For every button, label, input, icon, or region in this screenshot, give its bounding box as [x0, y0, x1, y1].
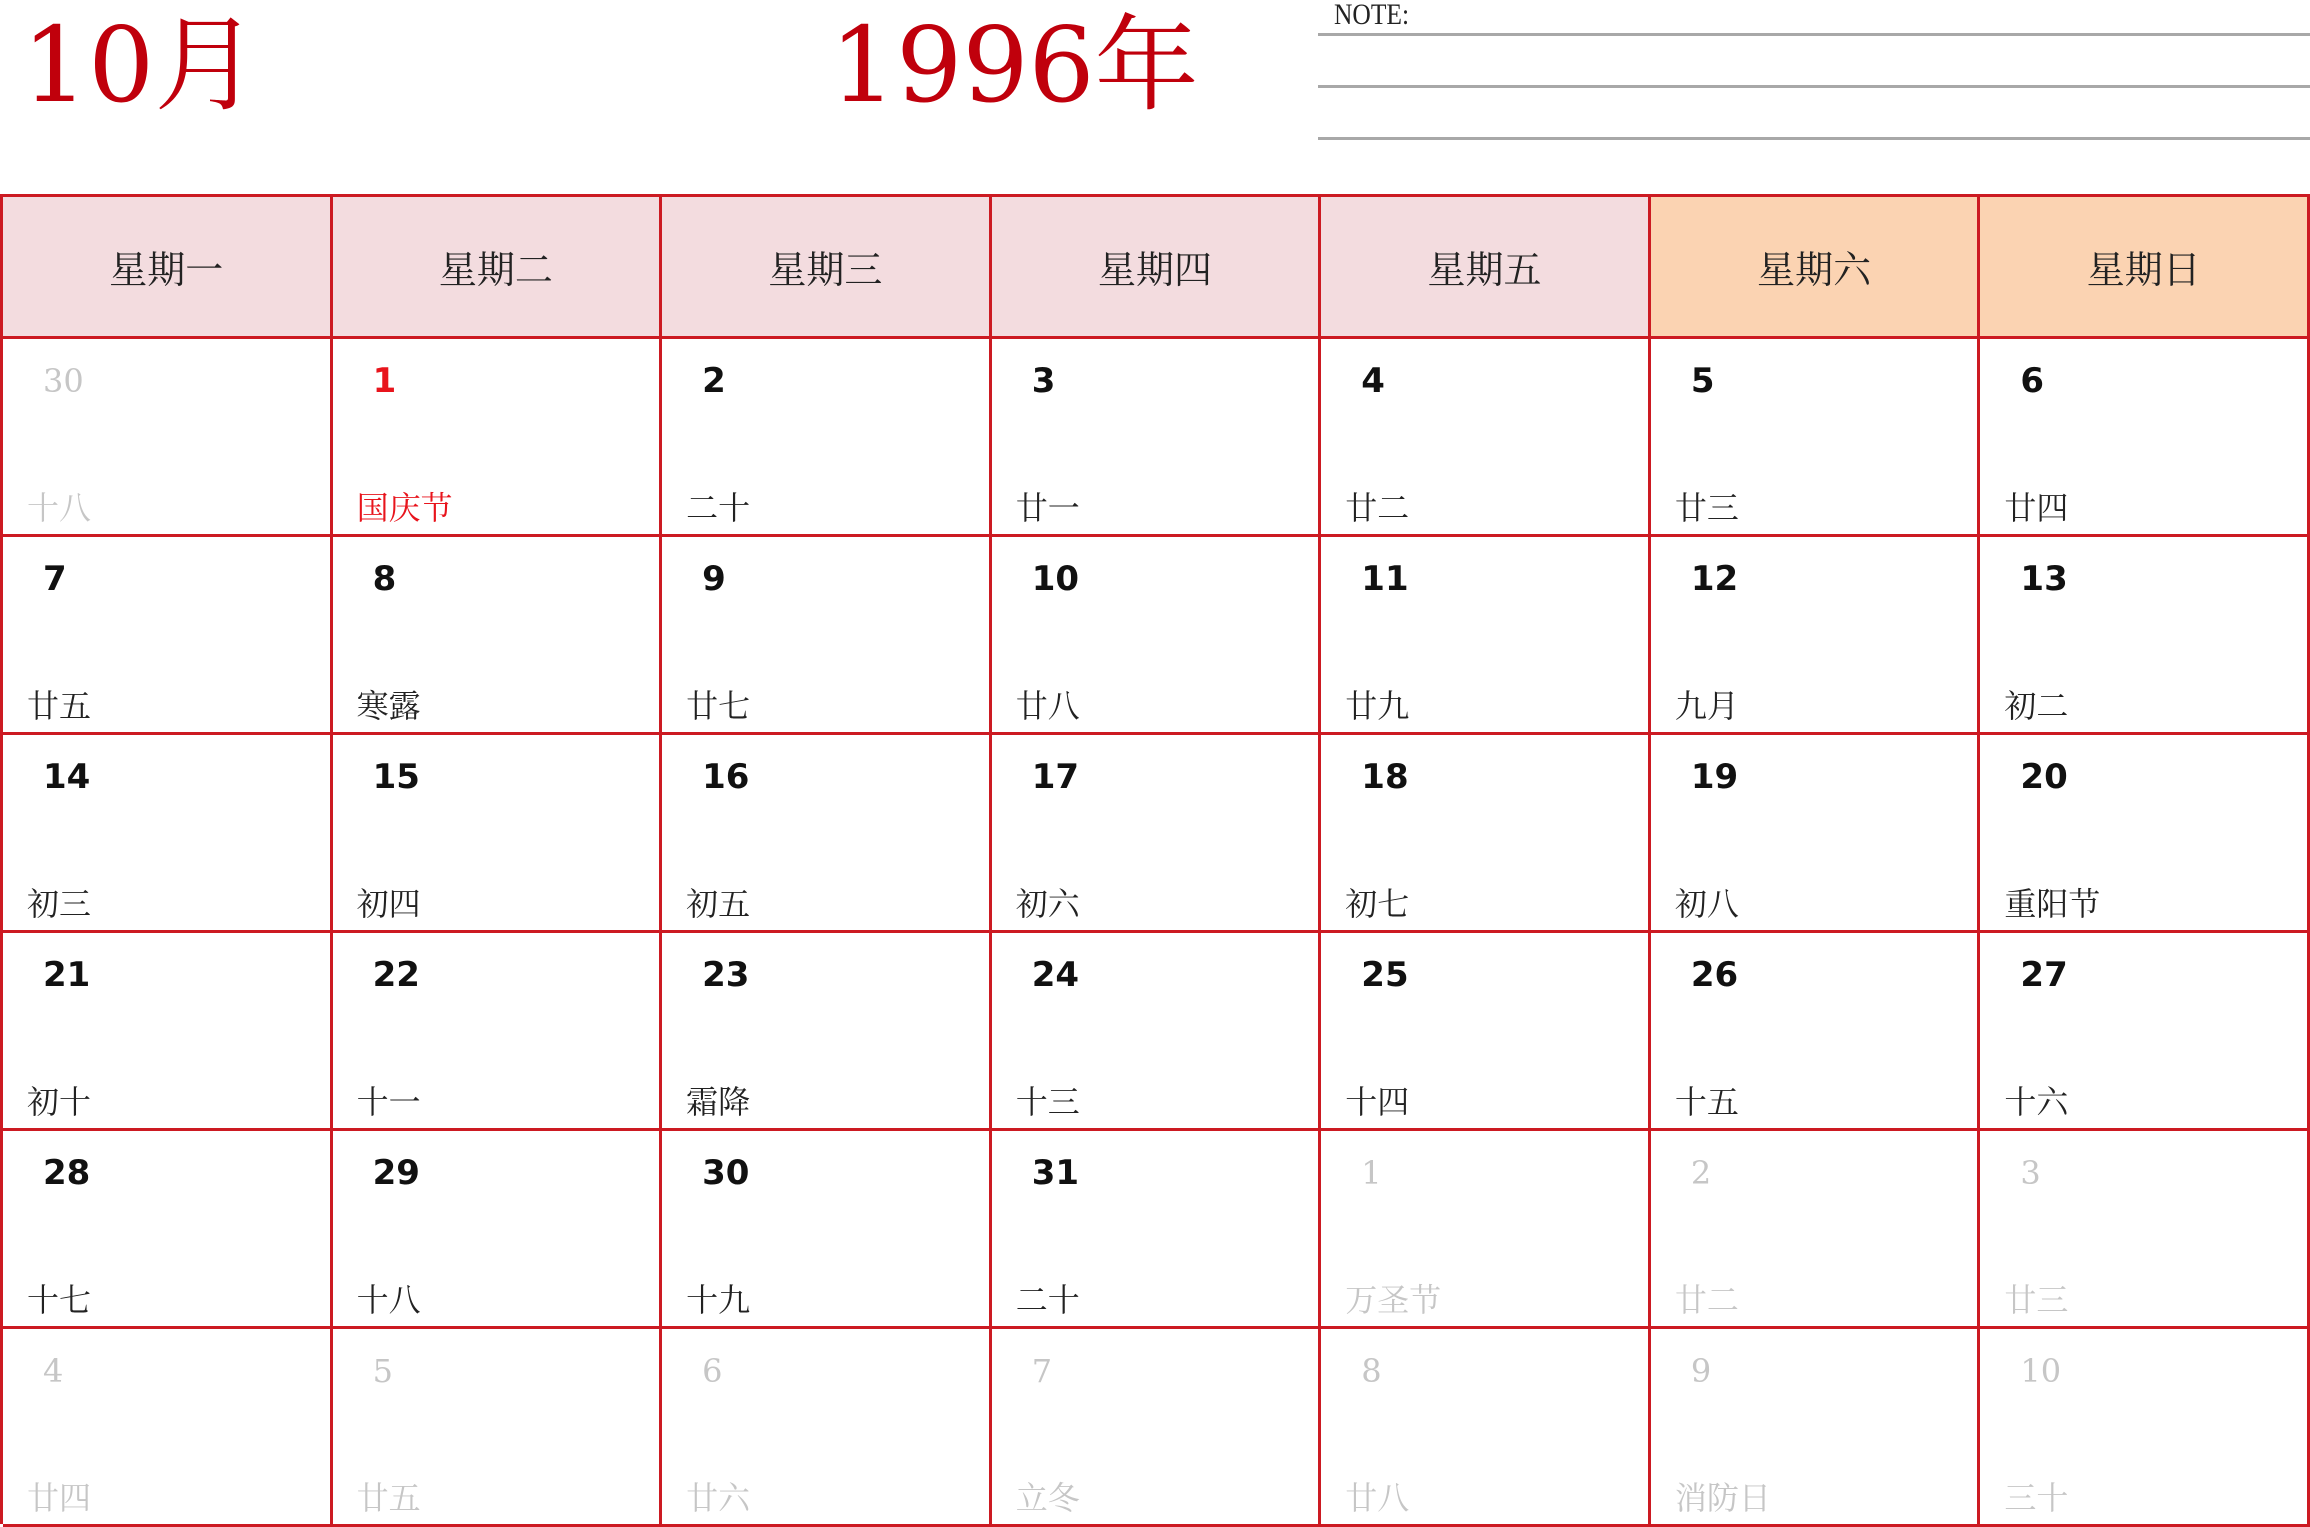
lunar-date: 消防日	[1674, 1479, 1771, 1517]
weekday-header: 星期四	[992, 197, 1322, 339]
day-cell[interactable]	[3, 933, 333, 1131]
note-label: NOTE:	[1334, 0, 1410, 31]
weekday-header: 星期三	[662, 197, 992, 339]
lunar-date: 国庆节	[356, 489, 453, 527]
day-cell[interactable]	[1980, 1329, 2310, 1527]
weekday-header: 星期六	[1651, 197, 1981, 339]
day-number: 13	[2020, 559, 2068, 599]
lunar-date: 廿八	[1015, 687, 1080, 725]
weekday-header: 星期日	[1980, 197, 2310, 339]
lunar-date: 初五	[686, 885, 751, 923]
day-cell[interactable]	[1321, 933, 1651, 1131]
day-cell[interactable]	[333, 1131, 663, 1329]
lunar-date: 九月	[1674, 687, 1739, 725]
lunar-date: 廿五	[27, 687, 92, 725]
day-number: 21	[43, 955, 91, 995]
day-cell[interactable]	[992, 339, 1322, 537]
lunar-date: 霜降	[686, 1083, 751, 1121]
day-number: 17	[1031, 757, 1080, 797]
day-number: 20	[2020, 757, 2068, 797]
day-number: 24	[1031, 955, 1080, 995]
day-number: 3	[2020, 1154, 2041, 1192]
day-number: 7	[43, 559, 67, 599]
day-cell[interactable]	[1651, 1131, 1981, 1329]
lunar-date: 二十	[1015, 1281, 1080, 1319]
day-number: 10	[2020, 1352, 2062, 1390]
lunar-date: 廿三	[2004, 1281, 2069, 1319]
day-cell[interactable]	[1321, 537, 1651, 735]
day-cell[interactable]	[1651, 537, 1981, 735]
day-cell[interactable]	[662, 1131, 992, 1329]
day-number: 12	[1690, 559, 1739, 599]
lunar-date: 初七	[1345, 885, 1410, 923]
lunar-date: 十七	[27, 1281, 92, 1319]
lunar-date: 十九	[686, 1281, 751, 1319]
day-cell[interactable]	[1651, 735, 1981, 933]
day-number: 4	[1361, 361, 1385, 401]
day-number: 28	[43, 1153, 91, 1193]
day-number: 25	[1361, 955, 1409, 995]
day-cell[interactable]	[3, 537, 333, 735]
lunar-date: 廿二	[1674, 1281, 1739, 1319]
day-number: 23	[702, 955, 750, 995]
weekday-header: 星期一	[3, 197, 333, 339]
note-line	[1318, 85, 2310, 88]
day-number: 18	[1361, 757, 1409, 797]
lunar-date: 廿三	[1674, 489, 1739, 527]
day-number: 9	[1690, 1352, 1712, 1390]
day-number: 9	[702, 559, 726, 599]
day-number: 29	[372, 1153, 420, 1193]
calendar-grid	[0, 194, 2310, 1524]
day-cell[interactable]	[1651, 1329, 1981, 1527]
day-cell[interactable]	[333, 537, 663, 735]
day-number: 5	[1690, 361, 1715, 401]
day-cell[interactable]	[992, 735, 1322, 933]
day-cell[interactable]	[1321, 735, 1651, 933]
day-number: 2	[1690, 1154, 1712, 1192]
lunar-date: 初八	[1674, 885, 1739, 923]
day-number: 5	[372, 1352, 393, 1390]
day-number: 26	[1690, 955, 1739, 995]
day-cell[interactable]	[992, 933, 1322, 1131]
day-cell[interactable]	[1321, 339, 1651, 537]
lunar-date: 十六	[2004, 1083, 2069, 1121]
day-number: 16	[702, 757, 750, 797]
day-number: 10	[1031, 559, 1080, 599]
weekday-header: 星期五	[1321, 197, 1651, 339]
lunar-date: 三十	[2004, 1479, 2069, 1517]
lunar-date: 十一	[356, 1083, 421, 1121]
day-cell[interactable]	[662, 933, 992, 1131]
day-number: 19	[1690, 757, 1739, 797]
day-number: 31	[1031, 1153, 1080, 1193]
day-cell[interactable]	[1980, 1131, 2310, 1329]
day-number: 15	[372, 757, 420, 797]
lunar-date: 廿四	[27, 1479, 92, 1517]
day-cell[interactable]	[3, 735, 333, 933]
day-cell[interactable]	[662, 735, 992, 933]
lunar-date: 廿一	[1015, 489, 1080, 527]
day-cell[interactable]	[1980, 339, 2310, 537]
lunar-date: 二十	[686, 489, 751, 527]
lunar-date: 初四	[356, 885, 421, 923]
lunar-date: 十八	[27, 489, 92, 527]
year-title: 1996年	[830, 4, 1199, 126]
lunar-date: 立冬	[1015, 1479, 1080, 1517]
lunar-date: 廿二	[1345, 489, 1410, 527]
lunar-date: 廿九	[1345, 687, 1410, 725]
lunar-date: 十五	[1674, 1083, 1739, 1121]
day-cell[interactable]	[992, 537, 1322, 735]
day-cell[interactable]	[1321, 1329, 1651, 1527]
day-number: 1	[372, 361, 397, 401]
note-line	[1318, 33, 2310, 36]
day-number: 27	[2020, 955, 2068, 995]
day-cell[interactable]	[662, 1329, 992, 1527]
lunar-date: 寒露	[356, 687, 421, 725]
day-cell[interactable]	[333, 339, 663, 537]
lunar-date: 初十	[27, 1083, 92, 1121]
lunar-date: 初六	[1015, 885, 1080, 923]
day-cell[interactable]	[3, 1131, 333, 1329]
day-number: 7	[1031, 1352, 1053, 1390]
day-cell[interactable]	[992, 1329, 1322, 1527]
day-number: 3	[1031, 361, 1056, 401]
day-number: 14	[43, 757, 91, 797]
day-cell[interactable]	[3, 1329, 333, 1527]
month-title: 10月	[22, 4, 259, 126]
day-number: 8	[1361, 1352, 1382, 1390]
day-cell[interactable]	[333, 933, 663, 1131]
day-cell[interactable]	[1980, 735, 2310, 933]
lunar-date: 十三	[1015, 1083, 1080, 1121]
lunar-date: 廿七	[686, 687, 751, 725]
day-cell[interactable]	[333, 1329, 663, 1527]
lunar-date: 初三	[27, 885, 92, 923]
lunar-date: 初二	[2004, 687, 2069, 725]
lunar-date: 万圣节	[1345, 1281, 1442, 1319]
day-cell[interactable]	[662, 339, 992, 537]
day-number: 2	[702, 361, 726, 401]
lunar-date: 廿四	[2004, 489, 2069, 527]
note-line	[1318, 137, 2310, 140]
lunar-date: 十四	[1345, 1083, 1410, 1121]
lunar-date: 十八	[356, 1281, 421, 1319]
day-cell[interactable]	[333, 735, 663, 933]
day-cell[interactable]	[1980, 537, 2310, 735]
day-number: 4	[43, 1352, 64, 1390]
day-number: 30	[702, 1153, 750, 1193]
day-cell[interactable]	[992, 1131, 1322, 1329]
note-area	[1318, 0, 2310, 142]
day-number: 22	[372, 955, 420, 995]
day-cell[interactable]	[1651, 933, 1981, 1131]
day-number: 8	[372, 559, 397, 599]
lunar-date: 廿五	[356, 1479, 421, 1517]
weekday-header: 星期二	[333, 197, 663, 339]
day-number: 30	[43, 362, 84, 400]
day-cell[interactable]	[1980, 933, 2310, 1131]
day-cell[interactable]	[662, 537, 992, 735]
day-number: 6	[702, 1352, 723, 1390]
day-number: 1	[1361, 1154, 1382, 1192]
day-cell[interactable]	[3, 339, 333, 537]
lunar-date: 重阳节	[2004, 885, 2101, 923]
lunar-date: 廿八	[1345, 1479, 1410, 1517]
day-number: 11	[1361, 559, 1409, 599]
day-cell[interactable]	[1651, 339, 1981, 537]
lunar-date: 廿六	[686, 1479, 751, 1517]
day-number: 6	[2020, 361, 2045, 401]
day-cell[interactable]	[1321, 1131, 1651, 1329]
